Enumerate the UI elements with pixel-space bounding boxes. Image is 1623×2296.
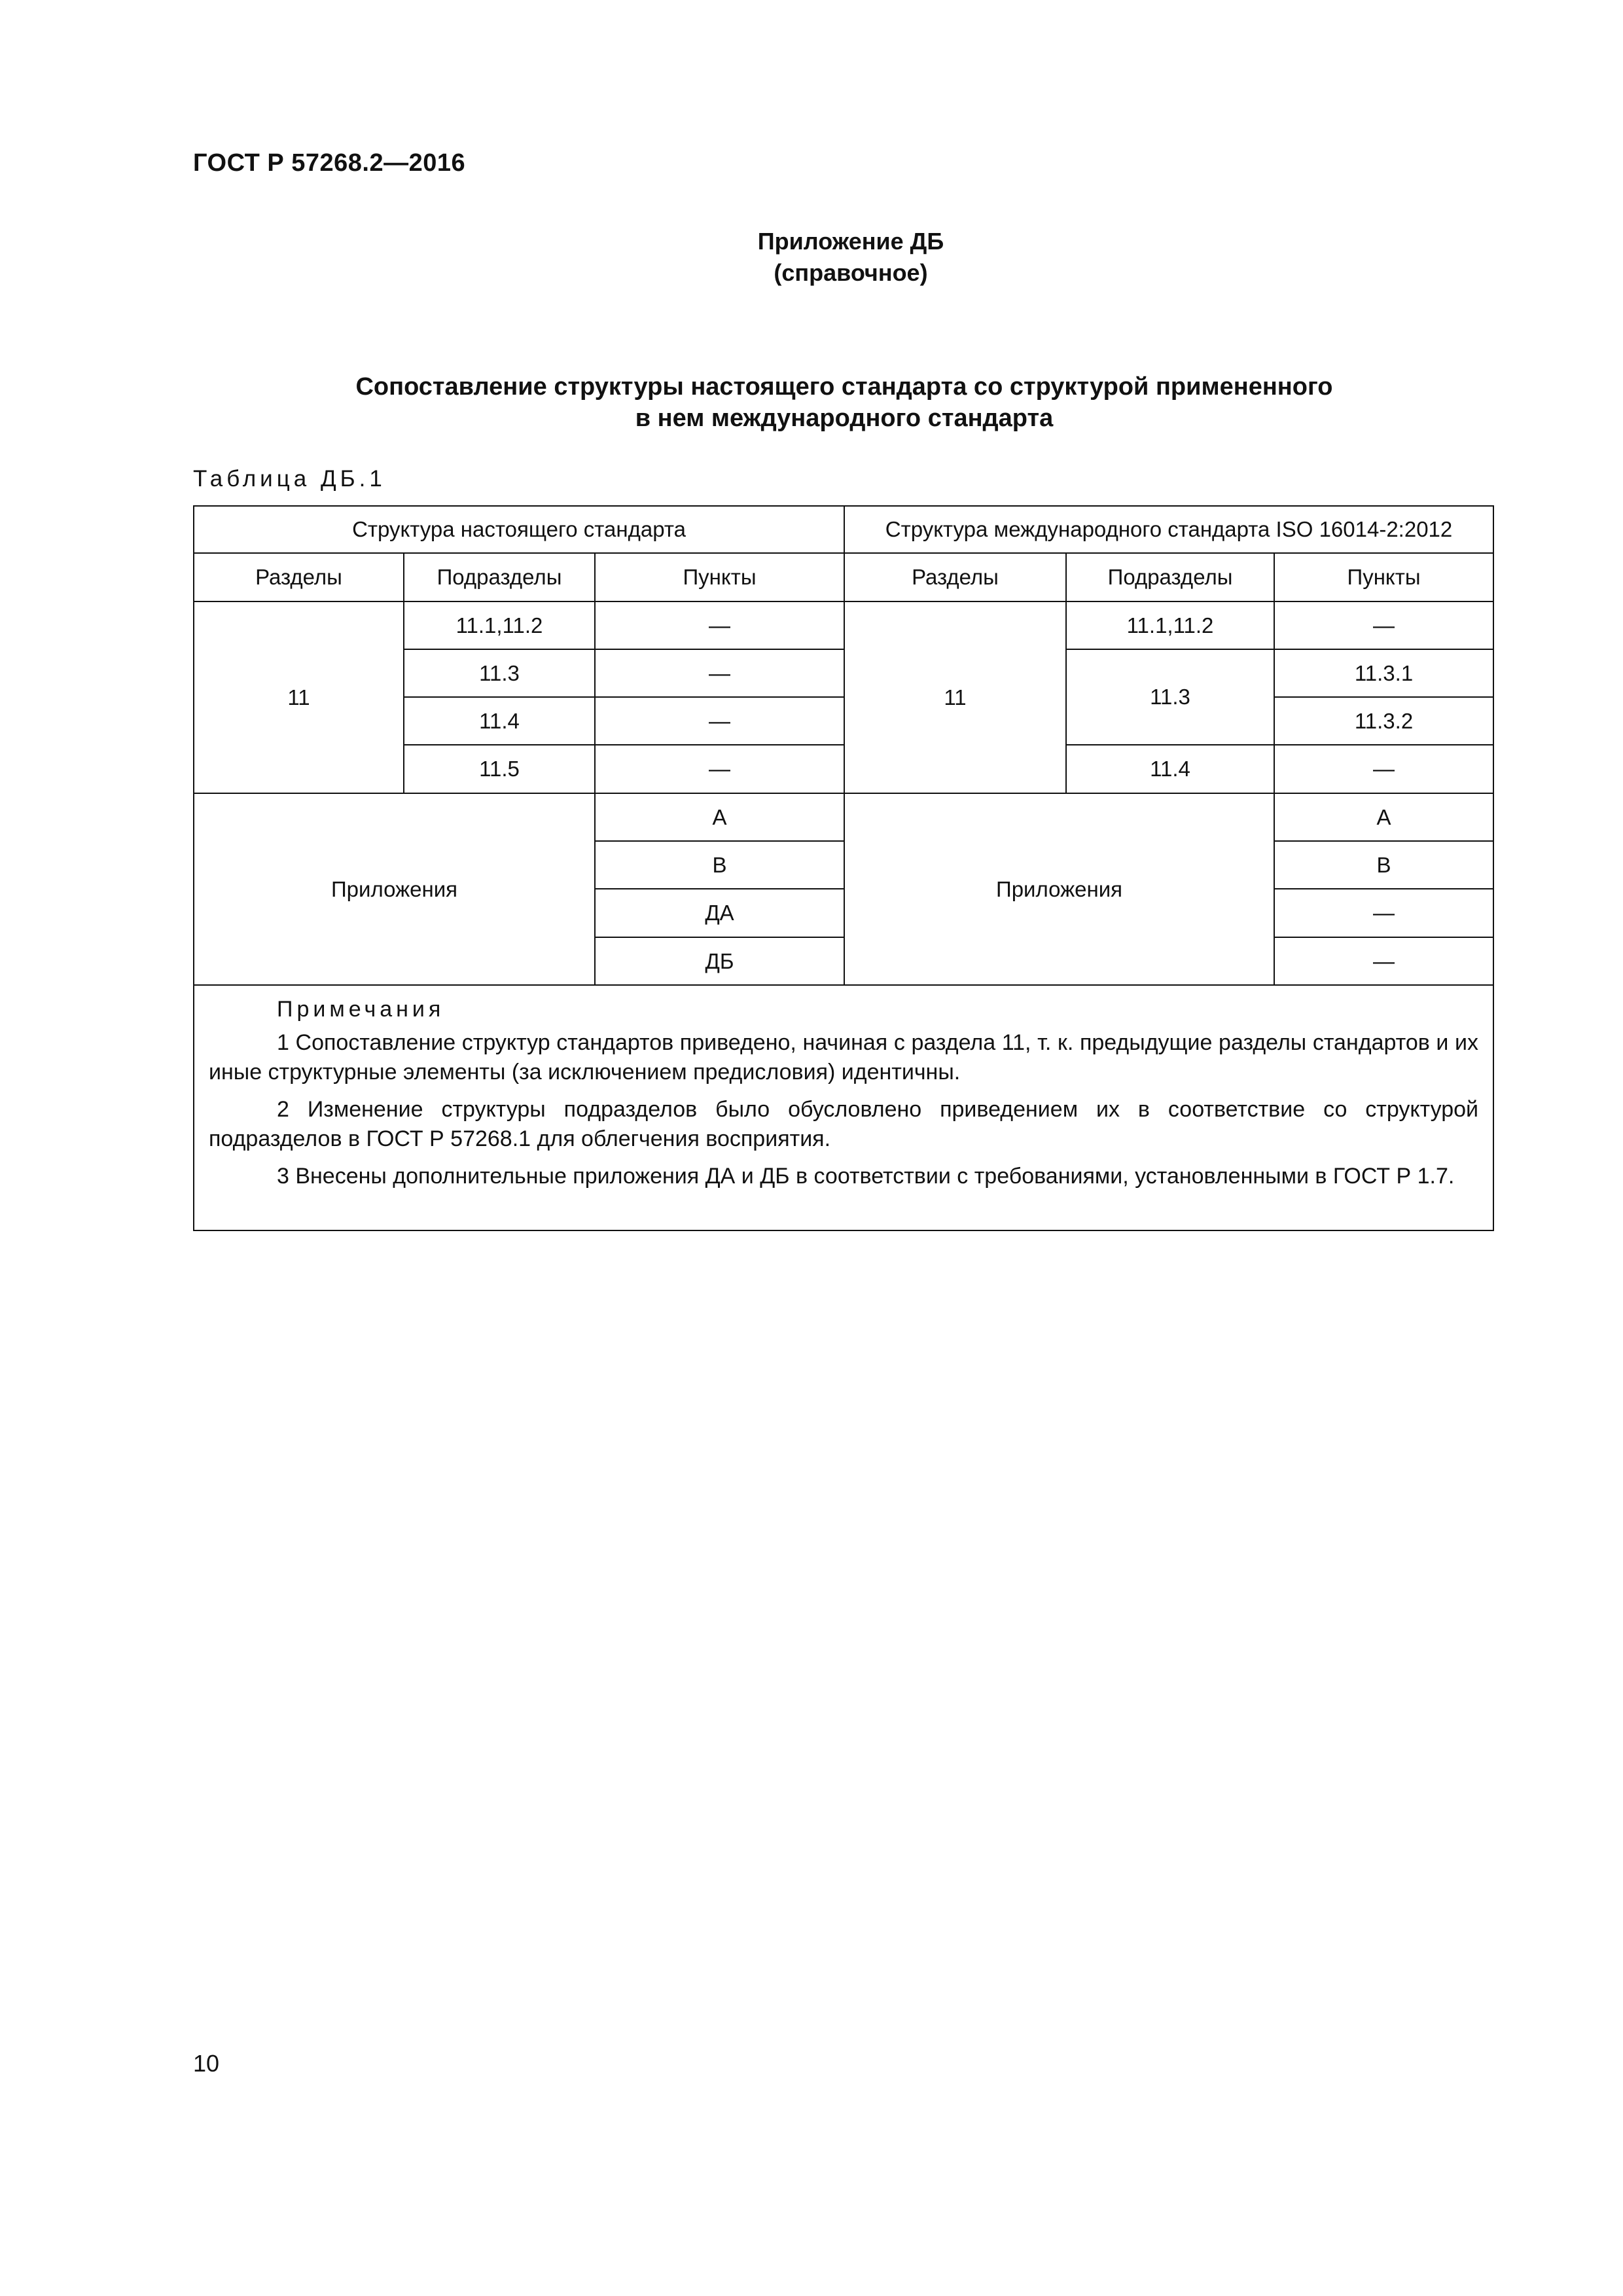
column-header: Подразделы [1066,553,1274,601]
national-subsection: 11.5 [404,745,595,793]
title-line-2: в нем международного стандарта [635,404,1054,432]
comparison-table [193,505,1494,1231]
group-header-row [194,506,1493,553]
national-annex: A [595,793,844,841]
note-item: 3 Внесены дополнительные приложения ДА и ДБ в соответствии с требованиями, установленными в ГОСТ Р 1.7. [277,1164,1455,1189]
document-code: ГОСТ Р 57268.2—2016 [193,149,466,177]
group-header-national: Структура настоящего стандарта [194,506,844,553]
national-subsection: 11.1,11.2 [404,601,595,649]
column-header: Разделы [194,553,404,601]
international-section: 11 [844,601,1066,793]
international-clause: — [1274,745,1493,793]
table-row [194,793,1493,841]
national-clause: — [595,649,844,697]
notes-heading: Примечания [277,997,445,1022]
column-header: Подразделы [404,553,595,601]
national-subsection: 11.3 [404,649,595,697]
national-clause: — [595,601,844,649]
table-caption: Таблица ДБ.1 [193,466,386,492]
international-annexes-label: Приложения [844,793,1274,985]
international-subsection: 11.4 [1066,745,1274,793]
national-clause: — [595,697,844,745]
international-subsection: 11.1,11.2 [1066,601,1274,649]
international-clause: — [1274,601,1493,649]
appendix-label: Приложение ДБ [757,228,944,255]
column-header-row [194,553,1493,601]
national-clause: — [595,745,844,793]
column-header: Пункты [595,553,844,601]
international-clause: 11.3.2 [1274,697,1493,745]
national-annex: ДБ [595,937,844,985]
notes-row [194,985,1493,1230]
national-subsection: 11.4 [404,697,595,745]
appendix-heading [654,226,1047,289]
title-line-1: Сопоставление структуры настоящего стандарта со структурой примененного [355,373,1333,401]
national-annex: ДА [595,889,844,937]
international-annex: B [1274,841,1493,889]
international-subsection: 11.3 [1066,649,1274,745]
note-item: 2 Изменение структуры подразделов было обусловлено приведением их в соответствие со структурой подразделов в ГОСТ Р 57268.1 для облегчения восприятия. [209,1097,1479,1151]
page-number: 10 [193,2050,220,2077]
international-annex: A [1274,793,1493,841]
international-annex: — [1274,889,1493,937]
national-section: 11 [194,601,404,793]
national-annex: B [595,841,844,889]
notes-cell [194,985,1493,1230]
note-item: 1 Сопоставление структур стандартов приведено, начиная с раздела 11, т. к. предыдущие разделы стандартов и их иные структурные элементы (за исключением предисловия) идентичны. [209,1030,1479,1085]
table-row [194,601,1493,649]
column-header: Разделы [844,553,1066,601]
appendix-type: (справочное) [774,259,928,286]
group-header-international: Структура международного стандарта ISO 16014-2:2012 [844,506,1493,553]
column-header: Пункты [1274,553,1493,601]
national-annexes-label: Приложения [194,793,595,985]
international-annex: — [1274,937,1493,985]
page-title [196,371,1492,434]
international-clause: 11.3.1 [1274,649,1493,697]
